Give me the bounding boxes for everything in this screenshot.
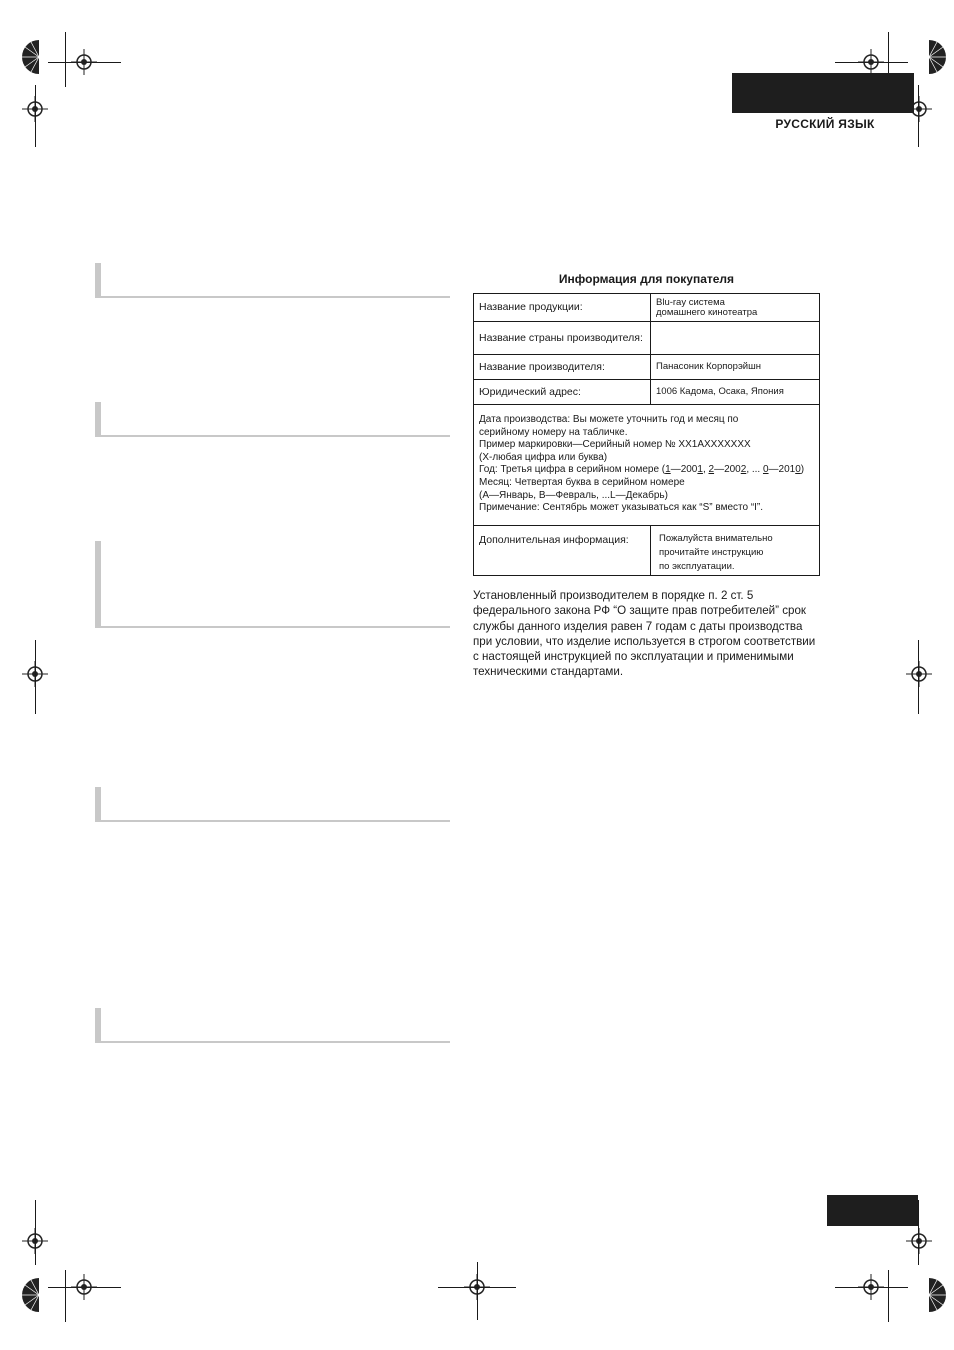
country-value bbox=[651, 322, 820, 355]
table-row bbox=[474, 405, 820, 526]
table-row bbox=[474, 355, 820, 380]
table-row bbox=[474, 525, 820, 575]
color-wheel-icon bbox=[912, 40, 946, 74]
crosshair-icon bbox=[906, 1228, 932, 1254]
crosshair-icon bbox=[906, 661, 932, 687]
additional-info-label: Дополнительная информация: bbox=[474, 525, 651, 575]
color-wheel-icon bbox=[912, 1278, 946, 1312]
product-name-label: Название продукции: bbox=[474, 294, 651, 322]
table-row bbox=[474, 322, 820, 355]
section-heading bbox=[95, 1008, 450, 1043]
color-wheel-icon bbox=[22, 40, 56, 74]
crosshair-icon bbox=[71, 1274, 97, 1300]
service-life-text: Установленный производителем в порядке п. 2 ст. 5 федерального закона РФ “О защите прав потребителей” срок службы данного изделия равен 7 годам с даты производства при условии, что изделие используется в строгом соответствии с настоящей инструкцией по эксплуатации и применимыми техническими стандартами. bbox=[473, 589, 816, 679]
table-row bbox=[474, 294, 820, 322]
production-date-info: Дата производства: Вы можете уточнить год и месяц по серийному номеру на табличке. Пример маркировки—Серийный номер № XX1AXXXXXXX (X-любая цифра или буква) Год: Третья цифра в серийном номере (1—2001, 2—2002, ... 0—2010) Месяц: Четвертая буква в серийном номере (A—Январь, B—Февраль, ...L—Декабрь) Примечание: Сентябрь может указываться как “S” вместо “I”. bbox=[474, 405, 820, 526]
section-heading bbox=[95, 541, 450, 628]
additional-info-value: Пожалуйста внимательно прочитайте инструкцию по эксплуатации. bbox=[651, 525, 820, 575]
color-wheel-icon bbox=[22, 1278, 56, 1312]
legal-address-value: 1006 Кадома, Осака, Япония bbox=[651, 380, 820, 405]
crosshair-icon bbox=[71, 49, 97, 75]
crosshair-icon bbox=[858, 49, 884, 75]
manufacturer-label: Название производителя: bbox=[474, 355, 651, 380]
page-number-block bbox=[827, 1195, 918, 1226]
customer-info-title: Информация для покупателя bbox=[558, 272, 735, 286]
language-header-block bbox=[732, 73, 914, 113]
year-line: Год: Третья цифра в серийном номере (1—2001, 2—2002, ... 0—2010) bbox=[479, 464, 805, 476]
language-label: РУССКИЙ ЯЗЫК bbox=[775, 117, 875, 131]
manufacturer-value: Панасоник Корпорэйшн bbox=[651, 355, 820, 380]
table-row bbox=[474, 380, 820, 405]
product-name-value: Blu-ray система домашнего кинотеатра bbox=[651, 294, 820, 322]
country-label: Название страны производителя: bbox=[474, 322, 651, 355]
section-heading bbox=[95, 263, 450, 298]
crosshair-icon bbox=[858, 1274, 884, 1300]
legal-address-label: Юридический адрес: bbox=[474, 380, 651, 405]
section-heading bbox=[95, 402, 450, 437]
customer-info-table bbox=[473, 293, 820, 576]
section-heading bbox=[95, 787, 450, 822]
